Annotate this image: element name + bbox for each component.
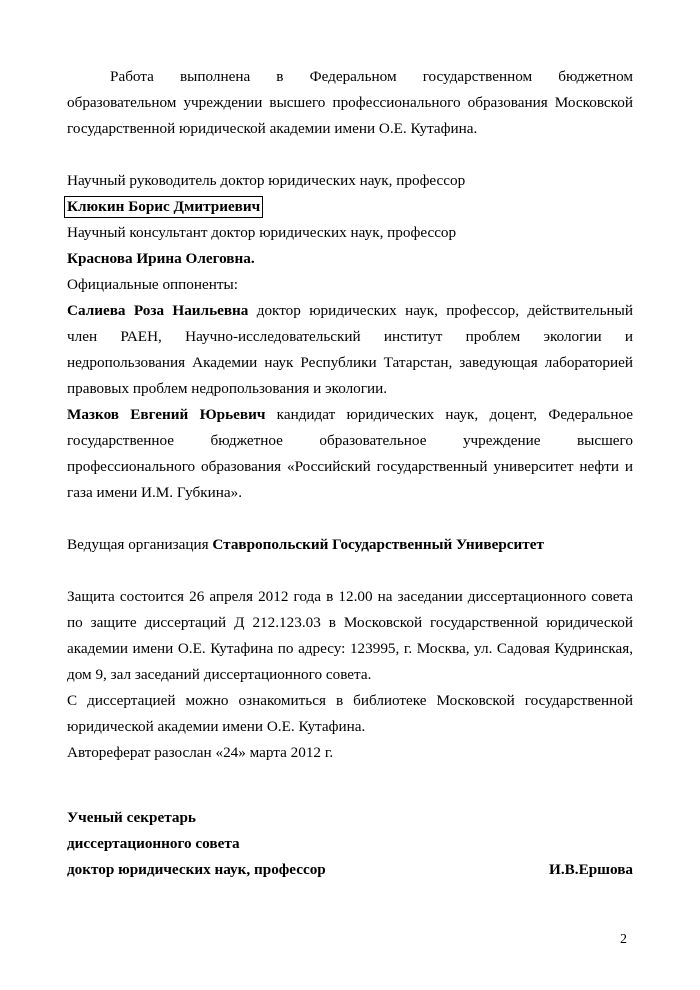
opponent-1-details: доктор юридических наук, профессор, действительный член РАЕН, Научно-исследовательский институт проблем экологии и недропользования Академии наук Республики Татарстан, заведующая лабораторией правовых проблем недропользования и экологии. (67, 302, 633, 397)
page-number: 2 (620, 932, 627, 947)
consultant-name: Краснова Ирина Олеговна. (67, 250, 255, 267)
spacer (67, 792, 633, 805)
secretary-title-line1: Ученый секретарь (67, 809, 196, 826)
secretary-name: И.В.Ершова (549, 861, 633, 878)
signature-row (67, 857, 633, 883)
supervisor-row (67, 194, 633, 220)
opponent-1-name: Салиева Роза Наильевна (67, 302, 249, 319)
supervisor-name: Клюкин Борис Дмитриевич (64, 196, 263, 218)
intro-paragraph: Работа выполнена в Федеральном государственном бюджетном образовательном учреждении высшего профессионального образования Московской государственной юридической академии имени О.Е. Кутафина. (67, 68, 633, 137)
library-paragraph: С диссертацией можно ознакомиться в библиотеке Московской государственной юридической академии имени О.Е. Кутафина. (67, 692, 633, 735)
leading-org-name: Ставропольский Государственный Университет (212, 536, 544, 553)
leading-org-label: Ведущая организация (67, 536, 213, 553)
document-page (67, 64, 633, 883)
leading-organization (67, 532, 633, 558)
sent-date: Автореферат разослан «24» марта 2012 г. (67, 744, 334, 761)
opponent-2-name: Мазков Евгений Юрьевич (67, 406, 266, 423)
defense-paragraph: Защита состоится 26 апреля 2012 года в 12.00 на заседании диссертационного совета по защите диссертаций Д 212.123.03 в Московской государственной юридической академии имени О.Е. Кутафина по адресу: 123995, г. Москва, ул. Садовая Кудринская, дом 9, зал заседаний диссертационного совета. (67, 588, 633, 683)
supervisor-label: Научный руководитель доктор юридических наук, профессор (67, 172, 466, 189)
spacer (67, 142, 633, 168)
opponent-2 (67, 402, 633, 506)
opponents-heading: Официальные оппоненты: (67, 276, 238, 293)
spacer (67, 506, 633, 532)
consultant-label: Научный консультант доктор юридических наук, профессор (67, 224, 457, 241)
secretary-title-line2: диссертационного совета (67, 835, 240, 852)
spacer (67, 766, 633, 792)
opponent-2-details: кандидат юридических наук, доцент, Федеральное государственное бюджетное образовательное учреждение высшего профессионального образования «Российский государственный университет нефти и газа имени И.М. Губкина». (67, 406, 633, 501)
opponent-1 (67, 298, 633, 402)
secretary-title-line3: доктор юридических наук, профессор (67, 861, 326, 878)
spacer (67, 558, 633, 584)
